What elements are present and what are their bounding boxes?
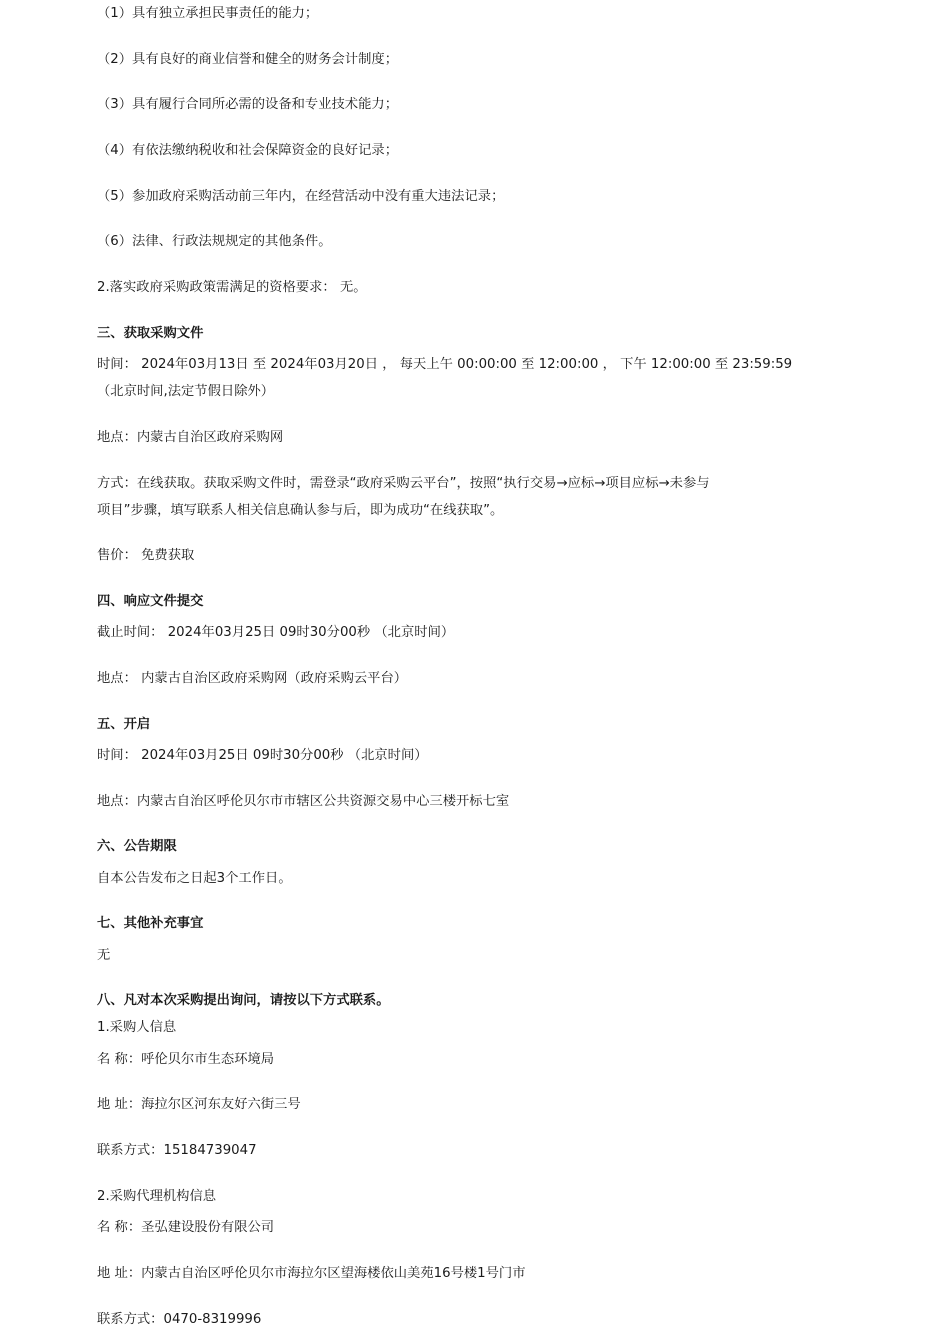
purchaser-address: 地 址：海拉尔区河东友好六街三号 bbox=[97, 1097, 301, 1112]
obtain-time-note: （北京时间,法定节假日除外） bbox=[97, 384, 275, 399]
submission-deadline: 截止时间： 2024年03月25日 09时30分00秒 （北京时间） bbox=[97, 625, 455, 640]
section-heading-contact: 八、凡对本次采购提出询问，请按以下方式联系。 bbox=[97, 993, 390, 1008]
obtain-location: 地点：内蒙古自治区政府采购网 bbox=[97, 430, 284, 445]
agency-address: 地 址：内蒙古自治区呼伦贝尔市海拉尔区望海楼依山美苑16号楼1号门市 bbox=[97, 1266, 526, 1281]
qualification-item-1: （1）具有独立承担民事责任的能力； bbox=[97, 6, 319, 21]
qualification-item-5: （5）参加政府采购活动前三年内，在经营活动中没有重大违法记录； bbox=[97, 189, 505, 204]
section-heading-supplementary: 七、其他补充事宜 bbox=[97, 916, 204, 931]
obtain-time: 时间： 2024年03月13日 至 2024年03月20日 ， 每天上午 00:00:00 至 12:00:00 ， 下午 12:00:00 至 23:59:59 bbox=[97, 357, 793, 372]
opening-location: 地点：内蒙古自治区呼伦贝尔市市辖区公共资源交易中心三楼开标七室 bbox=[97, 794, 510, 809]
obtain-method-cont: 项目”步骤，填写联系人相关信息确认参与后，即为成功“在线获取”。 bbox=[97, 503, 504, 518]
notice-period-content: 自本公告发布之日起3个工作日。 bbox=[97, 871, 292, 886]
section-heading-notice-period: 六、公告期限 bbox=[97, 839, 177, 854]
agency-contact: 联系方式：0470-8319996 bbox=[97, 1312, 262, 1327]
qualification-item-6: （6）法律、行政法规规定的其他条件。 bbox=[97, 234, 332, 249]
purchaser-contact: 联系方式：15184739047 bbox=[97, 1143, 257, 1158]
obtain-method: 方式：在线获取。获取采购文件时，需登录“政府采购云平台”，按照“执行交易→应标→项目应标→未参与 bbox=[97, 476, 710, 491]
qualification-item-4: （4）有依法缴纳税收和社会保障资金的良好记录； bbox=[97, 143, 398, 158]
policy-requirement: 2.落实政府采购政策需满足的资格要求： 无。 bbox=[97, 280, 367, 295]
opening-time: 时间： 2024年03月25日 09时30分00秒 （北京时间） bbox=[97, 748, 428, 763]
supplementary-content: 无 bbox=[97, 948, 111, 963]
agency-name: 名 称：圣弘建设股份有限公司 bbox=[97, 1220, 275, 1235]
agency-info-title: 2.采购代理机构信息 bbox=[97, 1189, 217, 1204]
section-heading-submission: 四、响应文件提交 bbox=[97, 594, 204, 609]
purchaser-name: 名 称：呼伦贝尔市生态环境局 bbox=[97, 1052, 275, 1067]
obtain-price: 售价： 免费获取 bbox=[97, 548, 195, 563]
section-heading-obtain-documents: 三、获取采购文件 bbox=[97, 326, 204, 341]
submission-location: 地点： 内蒙古自治区政府采购网（政府采购云平台） bbox=[97, 671, 408, 686]
qualification-item-2: （2）具有良好的商业信誉和健全的财务会计制度； bbox=[97, 52, 398, 67]
section-heading-opening: 五、开启 bbox=[97, 717, 151, 732]
qualification-item-3: （3）具有履行合同所必需的设备和专业技术能力； bbox=[97, 97, 398, 112]
purchaser-info-title: 1.采购人信息 bbox=[97, 1020, 177, 1035]
